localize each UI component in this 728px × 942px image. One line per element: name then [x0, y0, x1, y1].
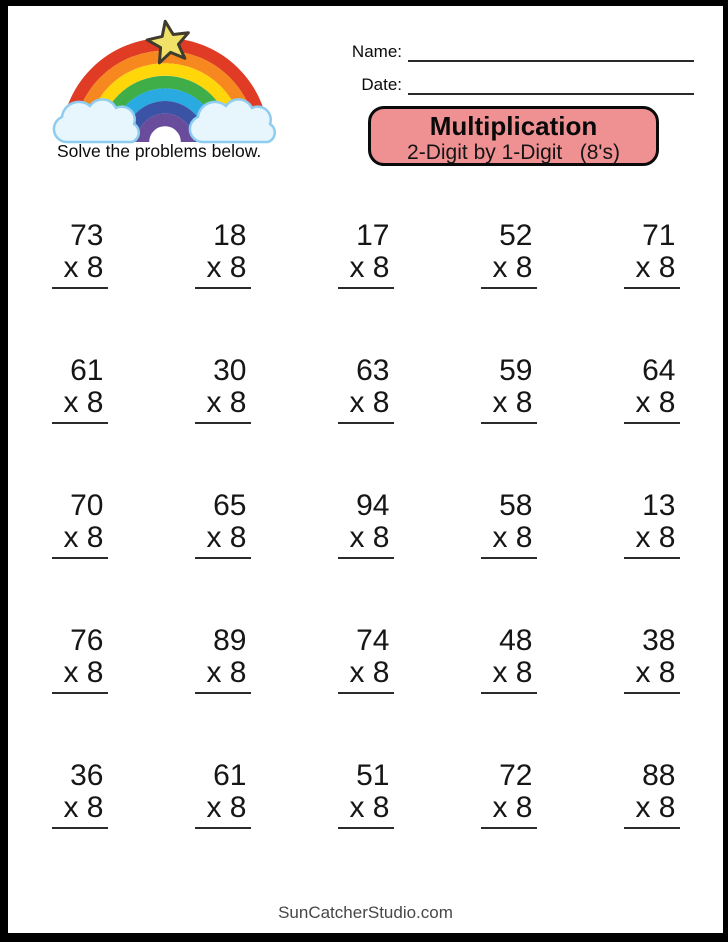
multiplier: x 8 [63, 521, 104, 554]
multiplier: x 8 [635, 386, 676, 419]
multiplier: x 8 [349, 656, 390, 689]
problem-7 [195, 355, 251, 490]
multiplier: x 8 [492, 251, 533, 284]
answer-space[interactable] [52, 829, 108, 853]
rainbow-band-purple [143, 120, 187, 142]
answer-space[interactable] [481, 424, 537, 448]
name-date-block [346, 36, 694, 102]
multiplicand: 17 [356, 219, 390, 252]
multiplicand: 65 [213, 489, 247, 522]
multiplier: x 8 [206, 386, 247, 419]
multiplicand: 76 [70, 624, 104, 657]
multiplier: x 8 [206, 791, 247, 824]
multiplier: x 8 [492, 656, 533, 689]
problem-4 [481, 220, 537, 355]
multiplier: x 8 [63, 251, 104, 284]
answer-space[interactable] [338, 829, 394, 853]
answer-space[interactable] [195, 829, 251, 853]
problem-18 [338, 625, 394, 760]
problem-2 [195, 220, 251, 355]
multiplier: x 8 [206, 251, 247, 284]
answer-space[interactable] [624, 559, 680, 583]
multiplicand: 71 [642, 219, 676, 252]
problem-10 [624, 355, 680, 490]
answer-space[interactable] [195, 424, 251, 448]
answer-space[interactable] [338, 694, 394, 718]
problem-17 [195, 625, 251, 760]
problem-20 [624, 625, 680, 760]
answer-space[interactable] [52, 559, 108, 583]
answer-space[interactable] [195, 694, 251, 718]
multiplicand: 88 [642, 759, 676, 792]
answer-space[interactable] [52, 424, 108, 448]
problem-25 [624, 760, 680, 895]
answer-space[interactable] [338, 559, 394, 583]
answer-space[interactable] [481, 559, 537, 583]
multiplicand: 73 [70, 219, 104, 252]
multiplicand: 61 [213, 759, 247, 792]
problem-23 [338, 760, 394, 895]
multiplicand: 48 [499, 624, 533, 657]
multiplier: x 8 [349, 251, 390, 284]
multiplier: x 8 [635, 656, 676, 689]
problem-24 [481, 760, 537, 895]
name-label: Name: [351, 42, 402, 61]
multiplicand: 18 [213, 219, 247, 252]
date-field-row [346, 69, 694, 95]
problem-12 [195, 490, 251, 625]
problem-15 [624, 490, 680, 625]
multiplicand: 58 [499, 489, 533, 522]
answer-space[interactable] [338, 424, 394, 448]
date-label: Date: [361, 75, 402, 94]
instruction-text: Solve the problems below. [57, 141, 262, 161]
multiplier: x 8 [206, 656, 247, 689]
multiplier: x 8 [349, 386, 390, 419]
answer-space[interactable] [195, 289, 251, 313]
multiplier: x 8 [492, 386, 533, 419]
answer-space[interactable] [52, 694, 108, 718]
multiplicand: 74 [356, 624, 390, 657]
multiplicand: 61 [70, 354, 104, 387]
date-input-line[interactable] [408, 73, 694, 95]
multiplicand: 94 [356, 489, 390, 522]
answer-space[interactable] [338, 289, 394, 313]
multiplicand: 89 [213, 624, 247, 657]
problem-11 [52, 490, 108, 625]
name-input-line[interactable] [408, 40, 694, 62]
multiplicand: 52 [499, 219, 533, 252]
answer-space[interactable] [481, 289, 537, 313]
problem-21 [52, 760, 108, 895]
problem-14 [481, 490, 537, 625]
multiplicand: 72 [499, 759, 533, 792]
multiplier: x 8 [206, 521, 247, 554]
multiplicand: 30 [213, 354, 247, 387]
answer-space[interactable] [481, 694, 537, 718]
problem-6 [52, 355, 108, 490]
multiplier: x 8 [63, 656, 104, 689]
answer-space[interactable] [481, 829, 537, 853]
problem-13 [338, 490, 394, 625]
multiplier: x 8 [63, 791, 104, 824]
problems-grid [8, 220, 723, 895]
worksheet-title: Multiplication [429, 111, 598, 141]
problem-9 [481, 355, 537, 490]
answer-space[interactable] [624, 829, 680, 853]
problem-22 [195, 760, 251, 895]
multiplier: x 8 [635, 791, 676, 824]
problem-16 [52, 625, 108, 760]
worksheet-subtitle: 2-Digit by 1-Digit (8's) [407, 141, 620, 164]
problem-8 [338, 355, 394, 490]
multiplier: x 8 [635, 521, 676, 554]
multiplier: x 8 [492, 521, 533, 554]
multiplier: x 8 [635, 251, 676, 284]
worksheet-title-box [368, 106, 659, 166]
name-field-row [346, 36, 694, 62]
problem-19 [481, 625, 537, 760]
answer-space[interactable] [624, 289, 680, 313]
multiplicand: 13 [642, 489, 676, 522]
multiplicand: 59 [499, 354, 533, 387]
answer-space[interactable] [624, 694, 680, 718]
rainbow-illustration [50, 16, 280, 148]
multiplier: x 8 [63, 386, 104, 419]
problem-3 [338, 220, 394, 355]
multiplicand: 36 [70, 759, 104, 792]
multiplicand: 64 [642, 354, 676, 387]
problem-5 [624, 220, 680, 355]
problem-1 [52, 220, 108, 355]
multiplier: x 8 [492, 791, 533, 824]
multiplicand: 70 [70, 489, 104, 522]
rainbow-graphic [50, 16, 280, 148]
multiplier: x 8 [349, 521, 390, 554]
answer-space[interactable] [195, 559, 251, 583]
answer-space[interactable] [52, 289, 108, 313]
footer-credit: SunCatcherStudio.com [278, 903, 453, 922]
answer-space[interactable] [624, 424, 680, 448]
multiplicand: 63 [356, 354, 390, 387]
multiplicand: 38 [642, 624, 676, 657]
multiplicand: 51 [356, 759, 390, 792]
multiplier: x 8 [349, 791, 390, 824]
